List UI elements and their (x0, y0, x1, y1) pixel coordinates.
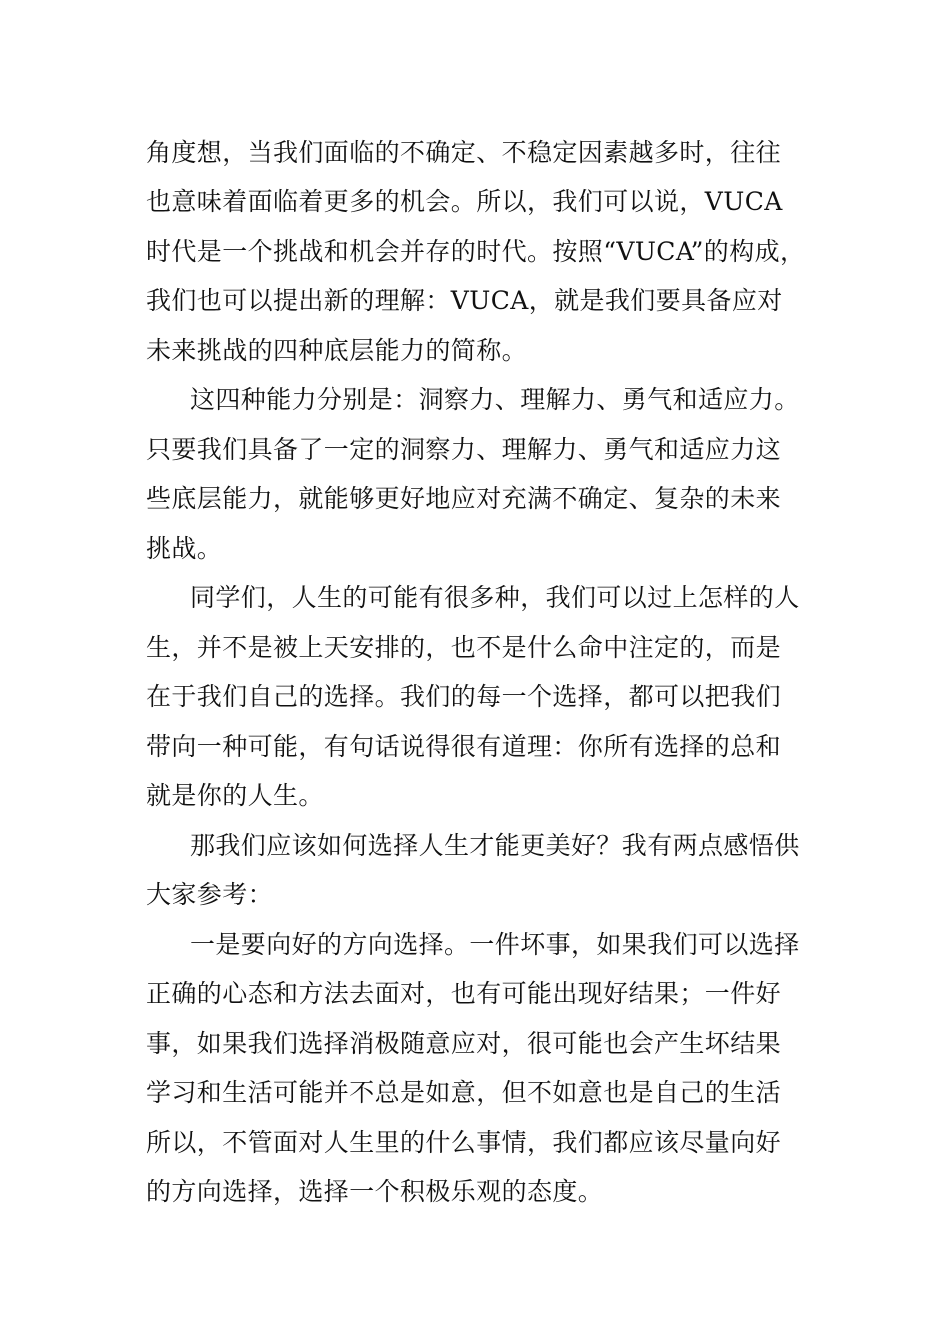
paragraph-first-line: 同学们，人生的可能有很多种，我们可以过上怎样的人 (190, 583, 800, 612)
paragraph-first-line: 这四种能力分别是：洞察力、理解力、勇气和适应力。 (190, 385, 800, 414)
text-line: 就是你的人生。 (146, 781, 324, 810)
text-line: 时代是一个挑战和机会并存的时代。按照“VUCA”的构成， (146, 237, 806, 266)
text-line: 生，并不是被上天安排的，也不是什么命中注定的，而是 (146, 633, 782, 662)
text-line: 学习和生活可能并不总是如意，但不如意也是自己的生活 (146, 1078, 782, 1107)
text-line: 我们也可以提出新的理解：VUCA，就是我们要具备应对 (146, 286, 783, 315)
text-line: 未来挑战的四种底层能力的简称。 (146, 336, 528, 365)
text-line: 事，如果我们选择消极随意应对，很可能也会产生坏结果 (146, 1029, 782, 1058)
paragraph-first-line: 一是要向好的方向选择。一件坏事，如果我们可以选择 (190, 930, 800, 959)
text-line: 正确的心态和方法去面对，也有可能出现好结果；一件好 (146, 979, 782, 1008)
text-line: 些底层能力，就能够更好地应对充满不确定、复杂的未来 (146, 484, 782, 513)
text-line: 带向一种可能，有句话说得很有道理：你所有选择的总和 (146, 732, 782, 761)
text-line: 的方向选择，选择一个积极乐观的态度。 (146, 1177, 604, 1206)
text-line: 大家参考： (146, 880, 274, 909)
text-line: 只要我们具备了一定的洞察力、理解力、勇气和适应力这 (146, 435, 782, 464)
text-line: 挑战。 (146, 534, 223, 563)
text-line: 角度想，当我们面临的不确定、不稳定因素越多时，往往 (146, 138, 782, 167)
text-line: 也意味着面临着更多的机会。所以，我们可以说，VUCA (146, 187, 783, 216)
paragraph-first-line: 那我们应该如何选择人生才能更美好？我有两点感悟供 (190, 831, 800, 860)
text-line: 在于我们自己的选择。我们的每一个选择，都可以把我们 (146, 682, 782, 711)
text-line: 所以，不管面对人生里的什么事情，我们都应该尽量向好 (146, 1128, 782, 1157)
